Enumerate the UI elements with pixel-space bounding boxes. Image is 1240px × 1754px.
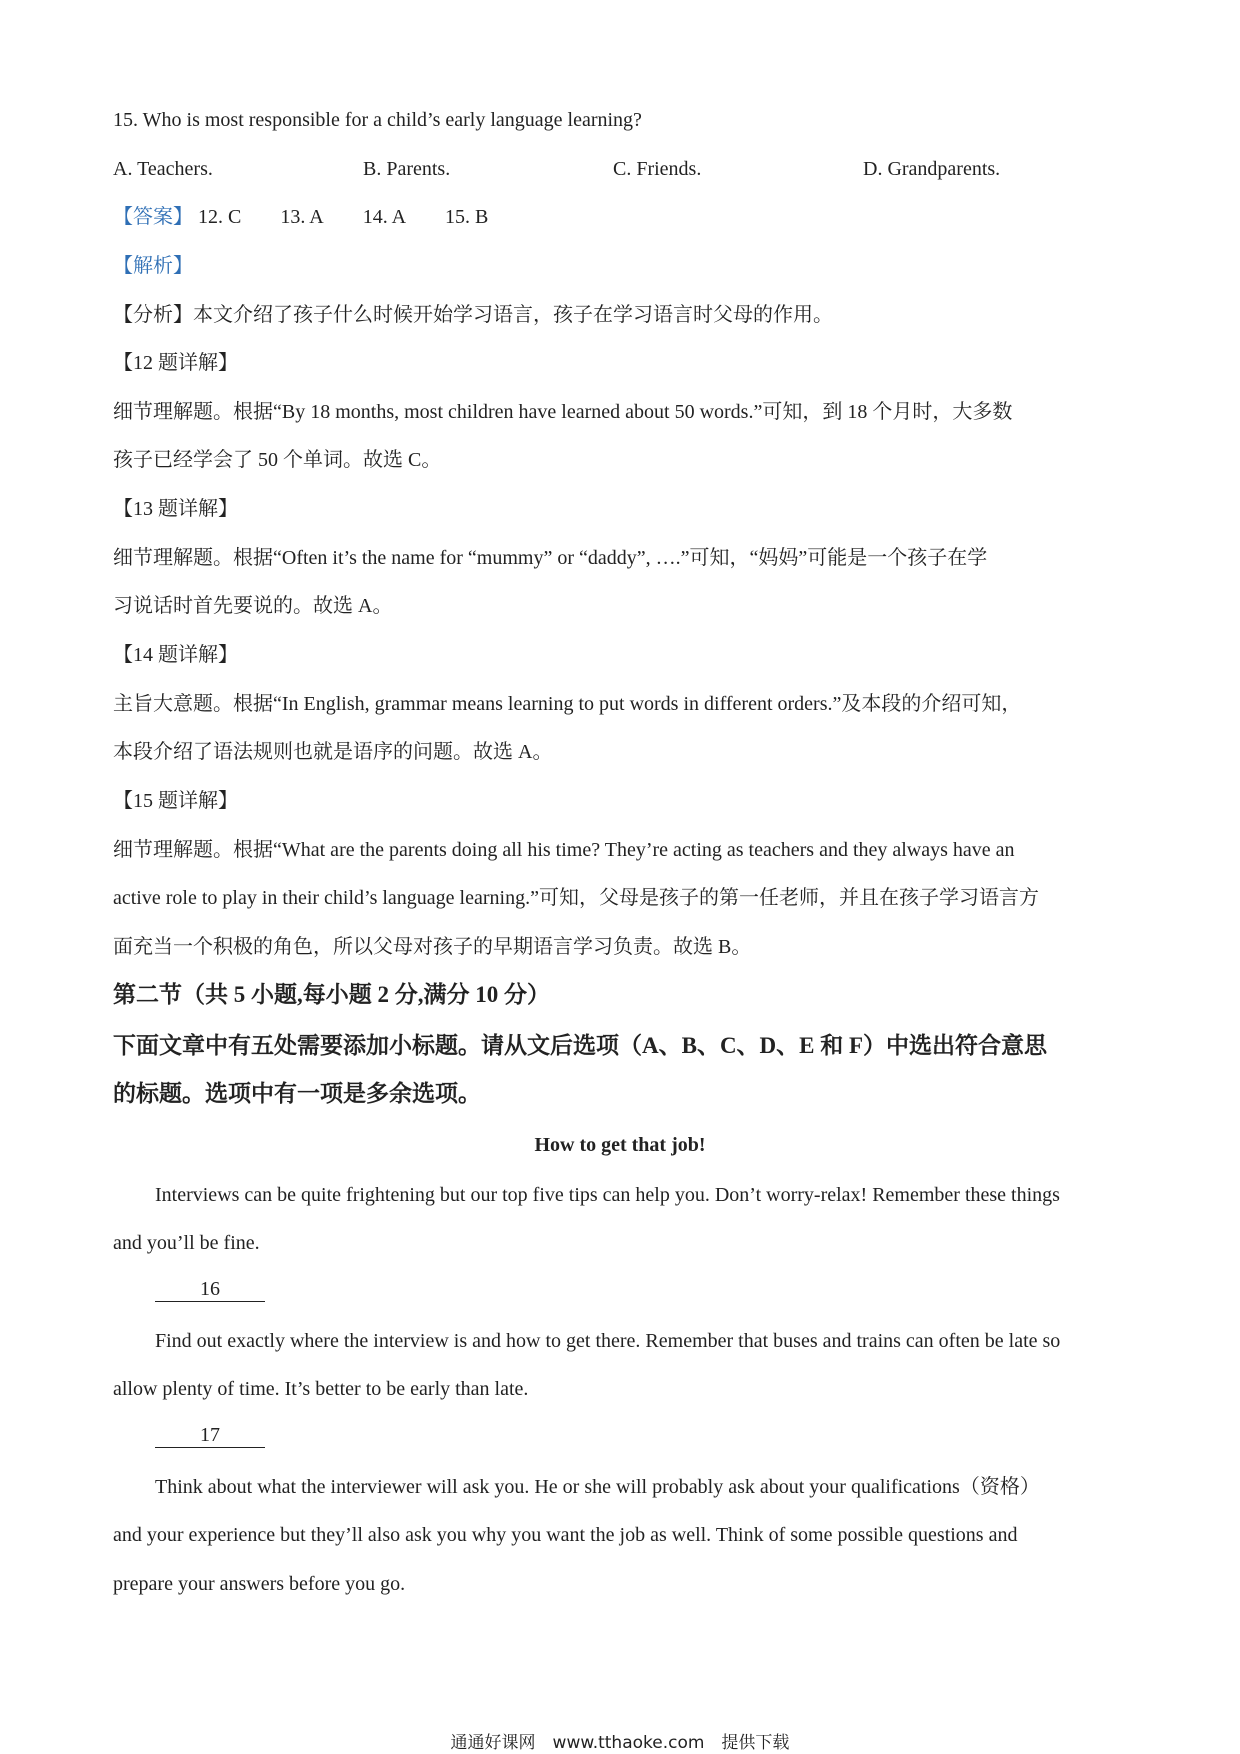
answer-12: 12. C (198, 206, 242, 228)
option-b: B. Parents. (363, 158, 451, 180)
detail-15-line3: 面充当一个积极的角色，所以父母对孩子的早期语言学习负责。故选 B。 (113, 936, 752, 958)
question-15: 15. Who is most responsible for a child’s early language learning? (113, 109, 642, 131)
paragraph-17-line2: and your experience but they’ll also ask you why you want the job as well. Think of some possible questions and (113, 1524, 1018, 1546)
detail-14-line2: 本段介绍了语法规则也就是语序的问题。故选 A。 (113, 741, 553, 763)
article-intro-line1: Interviews can be quite frightening but our top five tips can help you. Don’t worry-relax! Remember these things (155, 1184, 1060, 1206)
answer-13: 13. A (280, 206, 324, 228)
analysis-summary: 【分析】本文介绍了孩子什么时候开始学习语言，孩子在学习语言时父母的作用。 (113, 304, 833, 326)
answer-14: 14. A (362, 206, 407, 228)
blank-17: 17 (155, 1423, 265, 1448)
option-a: A. Teachers. (113, 158, 213, 180)
detail-12-line1: 细节理解题。根据“By 18 months, most children have learned about 50 words.”可知，到 18 个月时，大多数 (113, 401, 1013, 423)
detail-13-line1: 细节理解题。根据“Often it’s the name for “mummy” or “daddy”, ….”可知，“妈妈”可能是一个孩子在学 (113, 547, 988, 569)
section-2-heading: 第二节（共 5 小题,每小题 2 分,满分 10 分） (113, 982, 550, 1007)
answer-line (113, 204, 522, 230)
detail-15-line2: active role to play in their child’s language learning.”可知，父母是孩子的第一任老师，并且在孩子学习语言方 (113, 887, 1039, 909)
detail-15-line1: 细节理解题。根据“What are the parents doing all his time? They’re acting as teachers and they always have an (113, 839, 1015, 861)
paragraph-16-line1: Find out exactly where the interview is and how to get there. Remember that buses and trains can often be late so (155, 1330, 1061, 1352)
question-15-options (113, 156, 1113, 182)
paragraph-17-line1: Think about what the interviewer will ask you. He or she will probably ask about your qualifications（资格） (155, 1476, 1040, 1498)
detail-13-heading: 【13 题详解】 (113, 498, 238, 520)
section-2-instruction-line2: 的标题。选项中有一项是多余选项。 (113, 1081, 481, 1106)
blank-16: 16 (155, 1277, 265, 1302)
paragraph-17-line3: prepare your answers before you go. (113, 1573, 406, 1595)
analysis-label: 【解析】 (113, 255, 193, 277)
paragraph-16-line2: allow plenty of time. It’s better to be early than late. (113, 1378, 529, 1400)
detail-14-line1: 主旨大意题。根据“In English, grammar means learning to put words in different orders.”及本段的介绍可知， (113, 693, 1022, 715)
detail-15-heading: 【15 题详解】 (113, 790, 238, 812)
detail-13-line2: 习说话时首先要说的。故选 A。 (113, 595, 393, 617)
detail-12-line2: 孩子已经学会了 50 个单词。故选 C。 (113, 449, 442, 471)
article-intro-line2: and you’ll be fine. (113, 1232, 260, 1254)
detail-14-heading: 【14 题详解】 (113, 644, 238, 666)
answer-15: 15. B (445, 206, 489, 228)
answer-label: 【答案】 (113, 206, 193, 228)
article-title: How to get that job! (534, 1134, 706, 1156)
option-c: C. Friends. (613, 158, 702, 180)
footer-watermark: 通通好课网 www.tthaoke.com 提供下载 (450, 1733, 790, 1753)
detail-12-heading: 【12 题详解】 (113, 352, 238, 374)
section-2-instruction-line1: 下面文章中有五处需要添加小标题。请从文后选项（A、B、C、D、E 和 F）中选出符合意思 (113, 1033, 1048, 1058)
option-d: D. Grandparents. (863, 158, 1001, 180)
